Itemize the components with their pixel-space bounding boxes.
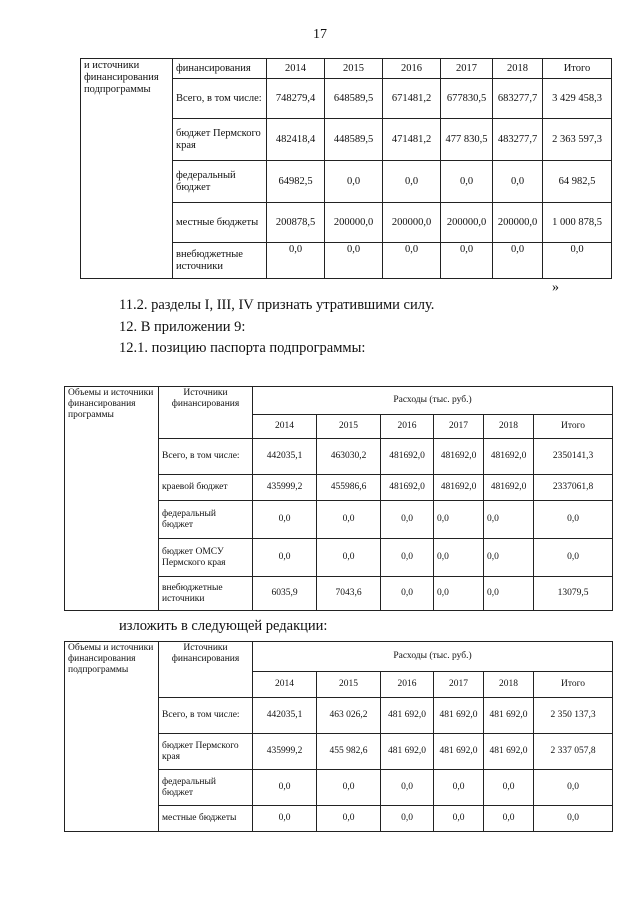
year-header: 2015	[325, 59, 383, 79]
cell: 481692,0	[434, 439, 484, 475]
cell: 748279,4	[267, 79, 325, 119]
cell: 0,0	[381, 770, 434, 806]
cell: 0,0	[484, 501, 534, 539]
cell: 0,0	[434, 770, 484, 806]
paragraph: 11.2. разделы I, III, IV признать утратившими силу.	[119, 297, 435, 313]
cell: 0,0	[434, 501, 484, 539]
cell: 2 363 597,3	[543, 119, 612, 161]
row-label: местные бюджеты	[173, 203, 267, 243]
row-label: бюджет Пермского края	[159, 734, 253, 770]
cell: 0,0	[325, 243, 383, 279]
cell: 481 692,0	[434, 734, 484, 770]
year-header: 2016	[381, 672, 434, 698]
cell: 683277,7	[493, 79, 543, 119]
paragraph: 12. В приложении 9:	[119, 319, 246, 335]
cell: 0,0	[383, 161, 441, 203]
cell: 481692,0	[381, 439, 434, 475]
cell: 0,0	[381, 501, 434, 539]
cell: 0,0	[484, 577, 534, 611]
cell: 0,0	[253, 539, 317, 577]
cell: 481 692,0	[484, 734, 534, 770]
cell: 64 982,5	[543, 161, 612, 203]
head-label: финансирования	[173, 59, 267, 79]
year-header: 2014	[267, 59, 325, 79]
cell: 481 692,0	[381, 734, 434, 770]
cell: 2 337 057,8	[534, 734, 613, 770]
cell: 677830,5	[441, 79, 493, 119]
cell: 0,0	[534, 806, 613, 832]
cell: 481 692,0	[484, 698, 534, 734]
cell: 64982,5	[267, 161, 325, 203]
year-header: 2018	[484, 672, 534, 698]
cell: 0,0	[253, 501, 317, 539]
cell: 0,0	[543, 243, 612, 279]
cell: 0,0	[484, 539, 534, 577]
cell: 0,0	[493, 243, 543, 279]
cell: 481 692,0	[381, 698, 434, 734]
cell: 13079,5	[534, 577, 613, 611]
paragraph: 12.1. позицию паспорта подпрограммы:	[119, 340, 366, 356]
cell: 3 429 458,3	[543, 79, 612, 119]
cell: 0,0	[484, 770, 534, 806]
cell: 0,0	[381, 539, 434, 577]
total-header: Итого	[534, 672, 613, 698]
year-header: 2017	[434, 415, 484, 439]
funding-table-continued	[80, 58, 612, 279]
cell: 0,0	[317, 539, 381, 577]
cell: 6035,9	[253, 577, 317, 611]
cell: 2337061,8	[534, 475, 613, 501]
cell: 0,0	[441, 243, 493, 279]
cell: 483277,7	[493, 119, 543, 161]
source-header: Источники финансирования	[159, 387, 253, 439]
row-label: Всего, в том числе:	[173, 79, 267, 119]
cell: 2 350 137,3	[534, 698, 613, 734]
cell: 0,0	[317, 501, 381, 539]
cell: 648589,5	[325, 79, 383, 119]
program-funding-table	[64, 386, 613, 611]
cell: 455986,6	[317, 475, 381, 501]
cell: 481 692,0	[434, 698, 484, 734]
side-label: Объемы и источники финансирования программы	[65, 387, 159, 611]
year-header: 2016	[381, 415, 434, 439]
cell: 481692,0	[434, 475, 484, 501]
subprogram-funding-table	[64, 641, 613, 832]
paragraph: изложить в следующей редакции:	[119, 618, 328, 634]
cell: 0,0	[253, 806, 317, 832]
row-label: федеральный бюджет	[159, 501, 253, 539]
cell: 463030,2	[317, 439, 381, 475]
cell: 0,0	[534, 770, 613, 806]
closing-quote: »	[552, 280, 559, 295]
cell: 471481,2	[383, 119, 441, 161]
side-label: Объемы и источники финансирования подпрограммы	[65, 642, 159, 832]
cell: 0,0	[484, 806, 534, 832]
cell: 435999,2	[253, 475, 317, 501]
cell: 477 830,5	[441, 119, 493, 161]
cell: 0,0	[383, 243, 441, 279]
year-header: 2014	[253, 672, 317, 698]
row-label: федеральный бюджет	[159, 770, 253, 806]
row-label: федеральный бюджет	[173, 161, 267, 203]
row-label: краевой бюджет	[159, 475, 253, 501]
cell: 482418,4	[267, 119, 325, 161]
cell: 0,0	[253, 770, 317, 806]
cell: 481692,0	[484, 439, 534, 475]
cell: 463 026,2	[317, 698, 381, 734]
expenses-header: Расходы (тыс. руб.)	[253, 387, 613, 415]
cell: 0,0	[493, 161, 543, 203]
cell: 200000,0	[441, 203, 493, 243]
cell: 0,0	[317, 770, 381, 806]
cell: 0,0	[434, 577, 484, 611]
cell: 455 982,6	[317, 734, 381, 770]
cell: 671481,2	[383, 79, 441, 119]
cell: 0,0	[534, 501, 613, 539]
cell: 0,0	[325, 161, 383, 203]
side-label: и источники финансирования подпрограммы	[81, 59, 173, 279]
row-label: бюджет ОМСУ Пермского края	[159, 539, 253, 577]
cell: 448589,5	[325, 119, 383, 161]
year-header: 2015	[317, 415, 381, 439]
row-label: внебюджетные источники	[159, 577, 253, 611]
cell: 0,0	[441, 161, 493, 203]
cell: 7043,6	[317, 577, 381, 611]
row-label: бюджет Пермского края	[173, 119, 267, 161]
page-number: 17	[313, 27, 327, 42]
cell: 0,0	[267, 243, 325, 279]
row-label: внебюджетные источники	[173, 243, 267, 279]
cell: 200878,5	[267, 203, 325, 243]
row-label: Всего, в том числе:	[159, 698, 253, 734]
cell: 435999,2	[253, 734, 317, 770]
cell: 0,0	[434, 806, 484, 832]
cell: 481692,0	[381, 475, 434, 501]
cell: 481692,0	[484, 475, 534, 501]
cell: 200000,0	[493, 203, 543, 243]
cell: 200000,0	[325, 203, 383, 243]
year-header: 2017	[441, 59, 493, 79]
cell: 200000,0	[383, 203, 441, 243]
row-label: Всего, в том числе:	[159, 439, 253, 475]
year-header: 2018	[493, 59, 543, 79]
source-header: Источники финансирования	[159, 642, 253, 698]
year-header: 2017	[434, 672, 484, 698]
year-header: 2016	[383, 59, 441, 79]
cell: 0,0	[381, 577, 434, 611]
total-header: Итого	[543, 59, 612, 79]
row-label: местные бюджеты	[159, 806, 253, 832]
year-header: 2015	[317, 672, 381, 698]
cell: 442035,1	[253, 698, 317, 734]
cell: 0,0	[534, 539, 613, 577]
cell: 0,0	[434, 539, 484, 577]
cell: 2350141,3	[534, 439, 613, 475]
cell: 0,0	[317, 806, 381, 832]
expenses-header: Расходы (тыс. руб.)	[253, 642, 613, 672]
total-header: Итого	[534, 415, 613, 439]
cell: 442035,1	[253, 439, 317, 475]
cell: 0,0	[381, 806, 434, 832]
year-header: 2014	[253, 415, 317, 439]
year-header: 2018	[484, 415, 534, 439]
cell: 1 000 878,5	[543, 203, 612, 243]
